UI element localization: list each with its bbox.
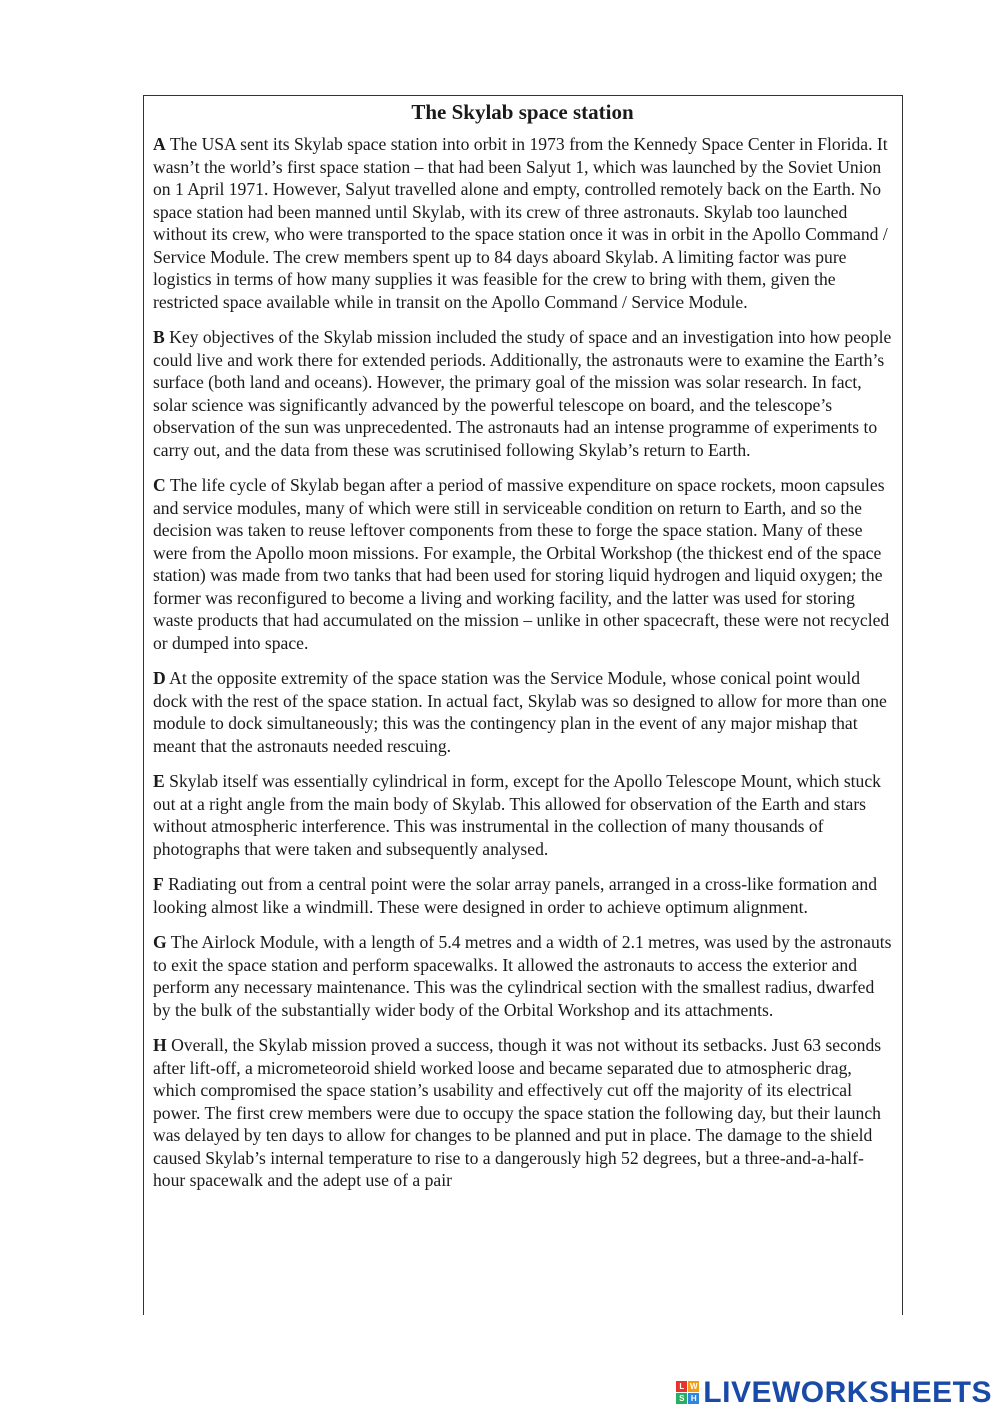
logo-square: W	[690, 1382, 698, 1391]
paragraph-h	[153, 1034, 892, 1192]
paragraph-f	[153, 873, 892, 918]
paragraph-text: Overall, the Skylab mission proved a success, though it was not without its setbacks. Just 63 seconds after lift-off, a micrometeoroid shield worked loose and became separated due to atmospheric drag, which compromised the space station’s usability and effectively cut off the majority of its electrical power. The first crew members were due to occupy the space station the following day, but their launch was delayed by ten days to allow for changes to be planned and put in place. The damage to the shield caused Skylab’s internal temperature to rise to a dangerously high 52 degrees, but a three-and-a-half-hour spacewalk and the adept use of a pair	[153, 1035, 882, 1190]
paragraph-text: Skylab itself was essentially cylindrical in form, except for the Apollo Telescope Mount, which stuck out at a right angle from the main body of Skylab. This allowed for observation of the Earth and stars without atmospheric interference. This was instrumental in the collection of many thousands of photographs that were taken and subsequently analysed.	[153, 771, 881, 859]
logo-square: L	[676, 1381, 687, 1392]
paragraph-letter: B	[153, 327, 165, 347]
paragraph-text: Radiating out from a central point were the solar array panels, arranged in a cross-like formation and looking almost like a windmill. These were designed in order to achieve optimum alignment.	[153, 874, 878, 917]
paragraph-e	[153, 770, 892, 860]
liveworksheets-brand[interactable]	[676, 1377, 992, 1409]
paragraph-text: The USA sent its Skylab space station into orbit in 1973 from the Kennedy Space Center in Florida. It wasn’t the world’s first space station – that had been Salyut 1, which was launched by the Soviet Union on 1 April 1971. However, Salyut travelled alone and empty, controlled remotely back on the Earth. No space station had been manned until Skylab, with its crew of three astronauts. Skylab too launched without its crew, who were transported to the space station once it was in orbit in the Apollo Command / Service Module. The crew members spent up to 84 days aboard Skylab. A limiting factor was pure logistics in terms of how many supplies it was feasible for the crew to bring with them, given the restricted space available while in transit on the Apollo Command / Service Module.	[153, 134, 888, 312]
paragraph-g	[153, 931, 892, 1021]
logo-square: S	[676, 1393, 687, 1404]
worksheet-frame	[143, 95, 903, 1315]
brand-name: LIVEWORKSHEETS	[703, 1376, 992, 1409]
paragraph-text: At the opposite extremity of the space station was the Service Module, whose conical point would dock with the rest of the space station. In actual fact, Skylab was so designed to allow for more than one module to dock simultaneously; this was the contingency plan in the event of any major mishap that meant that the astronauts needed rescuing.	[153, 668, 887, 756]
paragraph-letter: A	[153, 134, 166, 154]
paragraph-letter: E	[153, 771, 165, 791]
page-title: The Skylab space station	[411, 100, 634, 124]
paragraph-text: The Airlock Module, with a length of 5.4 metres and a width of 2.1 metres, was used by the astronauts to exit the space station and perform spacewalks. It allowed the astronauts to access the exterior and perform any necessary maintenance. This was the cylindrical section with the smallest radius, dwarfed by the bulk of the substantially wider body of the Orbital Workshop and its attachments.	[153, 932, 892, 1020]
paragraph-letter: G	[153, 932, 167, 952]
paragraph-a	[153, 133, 892, 313]
paragraph-d	[153, 667, 892, 757]
paragraph-letter: H	[153, 1035, 167, 1055]
paragraph-b	[153, 326, 892, 461]
paragraph-letter: F	[153, 874, 164, 894]
paragraph-letter: D	[153, 668, 166, 688]
paragraph-text: Key objectives of the Skylab mission included the study of space and an investigation into how people could live and work there for extended periods. Additionally, the astronauts were to examine the Earth’s surface (both land and oceans). However, the primary goal of the mission was solar research. In fact, solar science was significantly advanced by the powerful telescope on board, and the telescope’s observation of the sun was unprecedented. The astronauts had an intense programme of experiments to carry out, and the data from these was scrutinised following Skylab’s return to Earth.	[153, 327, 892, 460]
liveworksheets-logo-icon	[676, 1381, 700, 1405]
logo-square: H	[688, 1393, 699, 1404]
paragraph-text: The life cycle of Skylab began after a period of massive expenditure on space rockets, moon capsules and service modules, many of which were still in serviceable condition on return to Earth, and so the decision was taken to reuse leftover components from these to forge the space station. Many of these were from the Apollo moon missions. For example, the Orbital Workshop (the thickest end of the space station) was made from two tanks that had been used for storing liquid hydrogen and liquid oxygen; the former was reconfigured to become a living and working facility, and the latter was used for storing waste products that had accumulated on the mission – unlike in other spacecraft, these were not recycled or dumped into space.	[153, 475, 890, 653]
paragraph-letter: C	[153, 475, 166, 495]
paragraph-c	[153, 474, 892, 654]
